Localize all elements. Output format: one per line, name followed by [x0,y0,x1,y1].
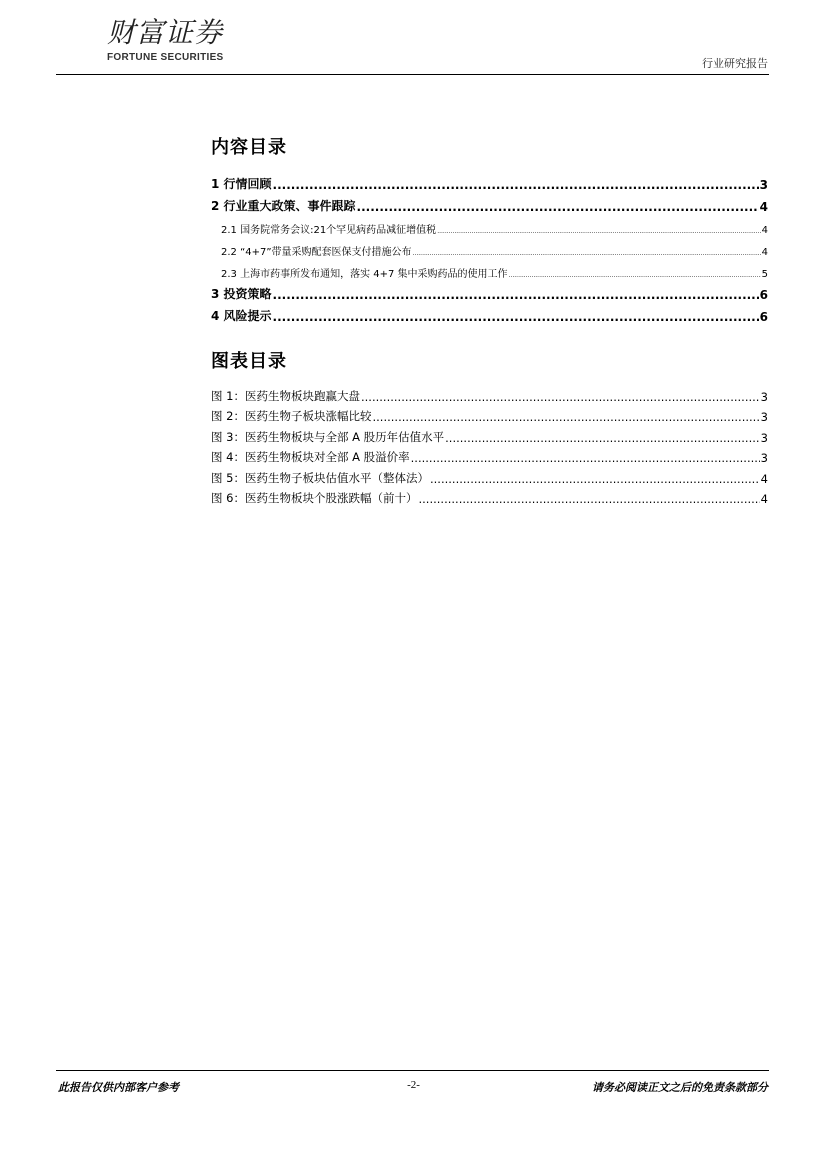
toc-entry[interactable] [211,280,768,302]
figure-entry-label: 图 4：医药生物板块对全部 A 股溢价率 [211,450,410,464]
figure-entry[interactable] [211,383,768,404]
figure-list-title: 图表目录 [211,351,287,372]
page-number: -2- [407,1079,420,1091]
logo-chinese-name: 财富证券 [107,16,224,49]
figure-entry-label: 图 1：医药生物板块跑赢大盘 [211,388,360,403]
toc-title: 内容目录 [211,137,287,158]
figure-entry-page: 4 [760,471,768,486]
figure-entry-page: 3 [760,410,768,424]
footer-disclaimer-left: 此报告仅供内部客户参考 [58,1081,179,1094]
figure-entry[interactable] [211,486,768,507]
company-logo [107,18,224,63]
dot-leader [445,431,760,445]
dot-leader [357,200,759,214]
report-type-label: 行业研究报告 [702,57,768,70]
figure-entry[interactable] [211,445,768,466]
dot-leader [411,451,760,465]
dot-leader [273,178,759,192]
toc-entry-label: 1 行情回顾 [211,177,272,191]
figure-entry-page: 4 [760,492,768,506]
dot-leader [509,269,761,280]
toc-entry[interactable] [211,170,768,192]
figure-entry-label: 图 6：医药生物板块个股涨跌幅（前十） [211,491,418,505]
dot-leader [430,472,760,486]
toc-entry-label: 2.1 国务院常务会议:21个罕见病药品减征增值税 [221,225,437,236]
figure-entry-label: 图 2：医药生物子板块涨幅比较 [211,409,372,423]
figure-entry[interactable] [211,404,768,425]
figure-entry-page: 3 [760,430,768,445]
figure-entry[interactable] [211,424,768,445]
toc-entry-label: 2.2 “4+7”带量采购配套医保支付措施公布 [221,247,412,258]
figure-entry-label: 图 5：医药生物子板块估值水平（整体法） [211,470,429,485]
toc-entry-page: 6 [759,310,768,324]
dot-leader [273,310,759,324]
toc-entry-label: 2.3 上海市药事所发布通知，落实 4+7 集中采购药品的使用工作 [221,269,508,280]
figure-entry-page: 3 [760,389,768,404]
header-divider [56,74,769,75]
figure-entry-page: 3 [760,451,768,465]
figure-entry[interactable] [211,465,768,486]
toc-entry-page: 5 [761,269,768,280]
dot-leader [273,288,759,302]
toc-entry-page: 4 [759,200,768,214]
toc-entry-page: 4 [761,225,768,236]
toc-entry-label: 2 行业重大政策、事件跟踪 [211,199,356,213]
toc-entry[interactable] [211,192,768,214]
dot-leader [372,410,759,424]
toc-entry-page: 6 [759,288,768,302]
footer-divider [56,1070,769,1071]
toc-entry[interactable] [211,302,768,324]
toc-entry-label: 3 投资策略 [211,287,272,301]
toc-entry-page: 3 [759,178,768,192]
toc-entry-label: 4 风险提示 [211,309,272,323]
logo-english-name: FORTUNE SECURITIES [107,52,224,63]
dot-leader [437,225,760,236]
toc-list [211,170,768,324]
toc-entry-page: 4 [761,247,768,258]
footer-disclaimer-right: 请务必阅读正文之后的免责条款部分 [592,1081,768,1094]
dot-leader [413,247,761,258]
page-header [0,0,827,80]
toc-subentry[interactable] [211,214,768,236]
dot-leader [418,492,759,506]
figure-list [211,383,768,506]
toc-subentry[interactable] [211,236,768,258]
toc-subentry[interactable] [211,258,768,280]
dot-leader [361,390,760,404]
figure-entry-label: 图 3：医药生物板块与全部 A 股历年估值水平 [211,429,445,444]
